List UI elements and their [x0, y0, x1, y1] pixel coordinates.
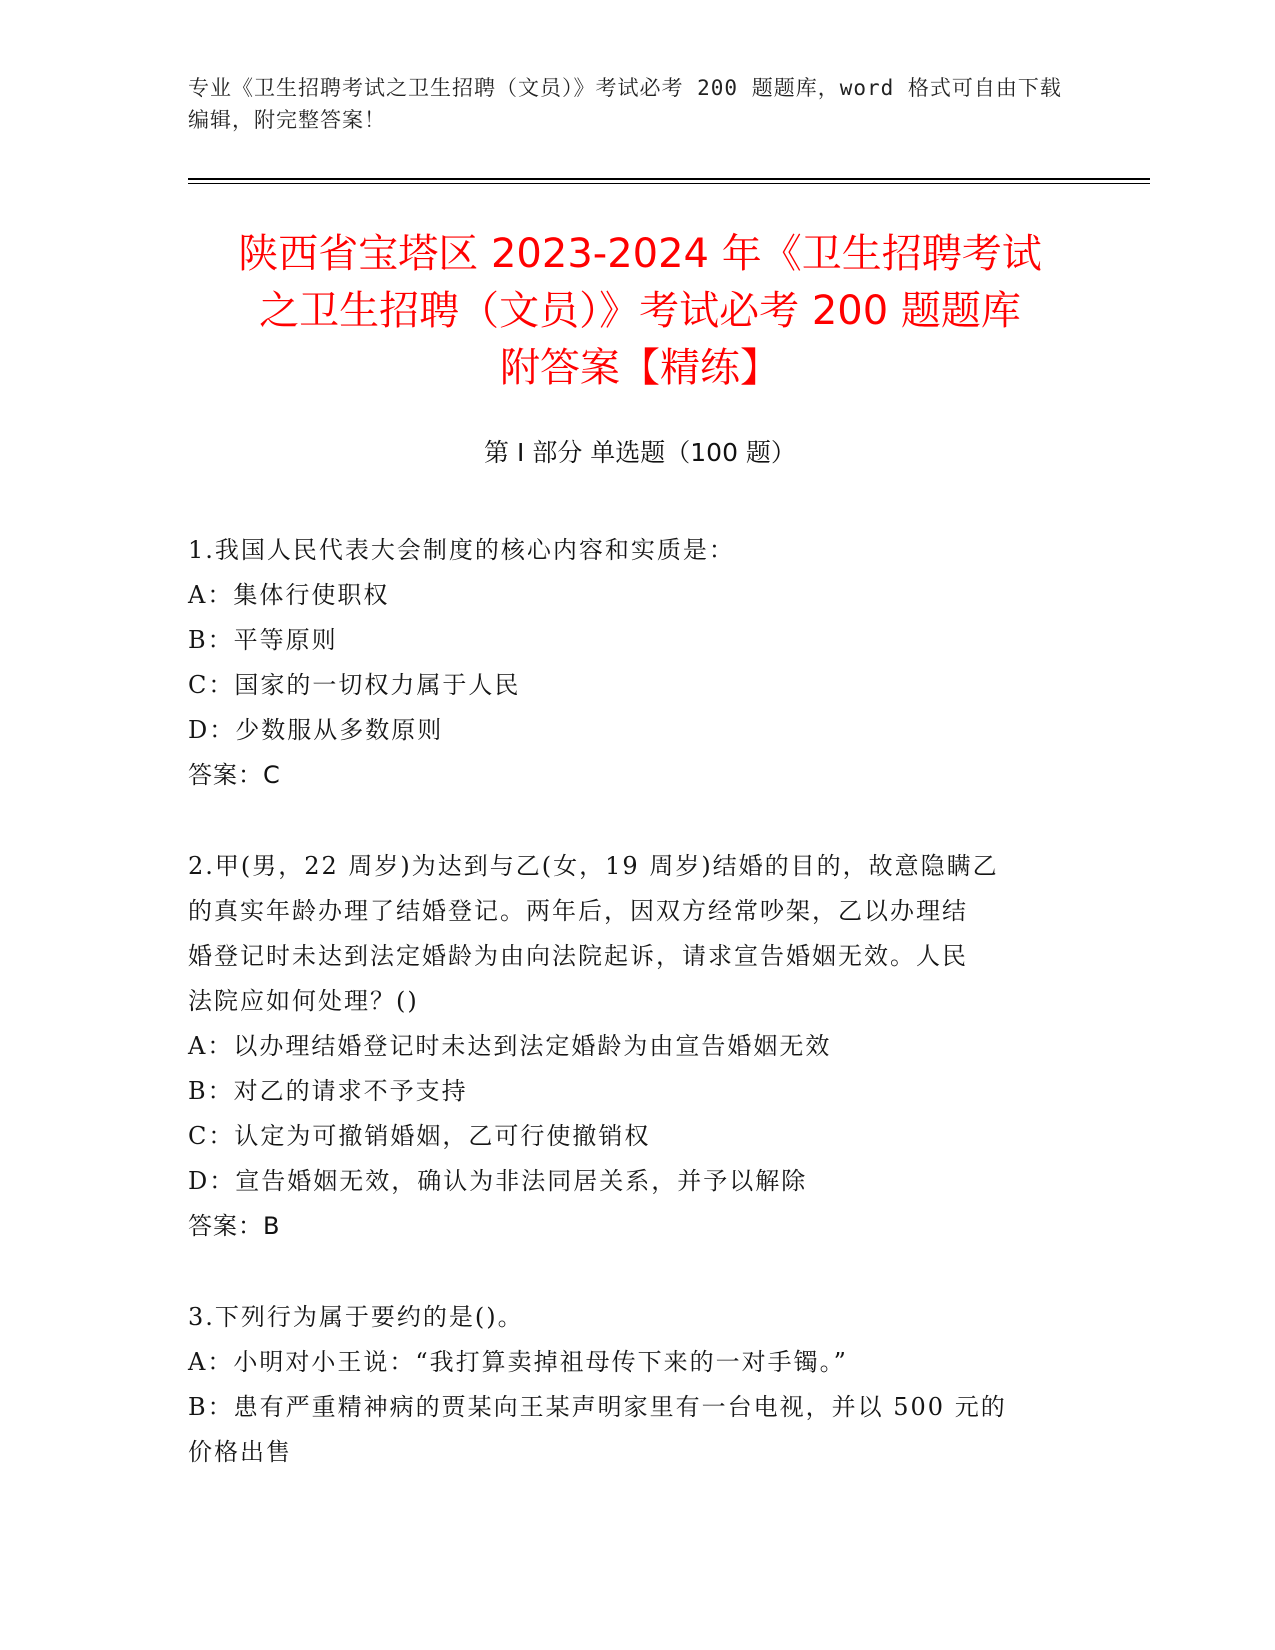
- stem-line: 婚登记时未达到法定婚龄为由向法院起诉，请求宣告婚姻无效。人民: [188, 942, 968, 970]
- answer-line: 答案：B: [188, 1212, 281, 1240]
- option-c: C：认定为可撤销婚姻，乙可行使撤销权: [188, 1122, 651, 1150]
- option-b: B：平等原则: [188, 626, 338, 654]
- header-divider: [188, 178, 1150, 180]
- question-item: [188, 528, 1078, 798]
- option-d: D：少数服从多数原则: [188, 716, 444, 744]
- question-item: [188, 1295, 1078, 1475]
- stem-line: 1.我国人民代表大会制度的核心内容和实质是：: [188, 536, 735, 564]
- header-note: 专业《卫生招聘考试之卫生招聘（文员）》考试必考 200 题题库，word 格式可自由下载编辑，附完整答案！: [188, 76, 1062, 132]
- stem-line: 的真实年龄办理了结婚登记。两年后，因双方经常吵架，乙以办理结: [188, 897, 968, 925]
- option-b: B：患有严重精神病的贾某向王某声明家里有一台电视，并以 500 元的: [188, 1393, 1007, 1421]
- question-stem: [188, 1295, 1078, 1340]
- stem-line: 法院应如何处理？(): [188, 987, 419, 1015]
- stem-line: 3.下列行为属于要约的是()。: [188, 1303, 524, 1331]
- question-stem: [188, 844, 1078, 1024]
- option-a: A：集体行使职权: [188, 581, 390, 609]
- header-divider-thin: [188, 183, 1150, 184]
- section-title: 第 I 部分 单选题（100 题）: [484, 438, 796, 467]
- title-line: 之卫生招聘（文员）》考试必考 200 题题库: [259, 288, 1021, 334]
- question-item: [188, 844, 1078, 1249]
- document-title: [160, 226, 1120, 397]
- option-a: A：以办理结婚登记时未达到法定婚龄为由宣告婚姻无效: [188, 1032, 832, 1060]
- title-line: 附答案【精练】: [500, 345, 780, 391]
- stem-line: 2.甲(男，22 周岁)为达到与乙(女，19 周岁)结婚的目的，故意隐瞒乙: [188, 852, 999, 880]
- question-stem: [188, 528, 1078, 573]
- option-b: B：对乙的请求不予支持: [188, 1077, 468, 1105]
- option-c: C：国家的一切权力属于人民: [188, 671, 521, 699]
- question-list: [188, 528, 1078, 1521]
- answer-line: 答案：C: [188, 761, 281, 789]
- title-line: 陕西省宝塔区 2023-2024 年《卫生招聘考试: [238, 231, 1042, 277]
- option-b-continued: 价格出售: [188, 1438, 292, 1466]
- option-d: D：宣告婚姻无效，确认为非法同居关系，并予以解除: [188, 1167, 808, 1195]
- option-a: A：小明对小王说：“我打算卖掉祖母传下来的一对手镯。”: [188, 1348, 848, 1376]
